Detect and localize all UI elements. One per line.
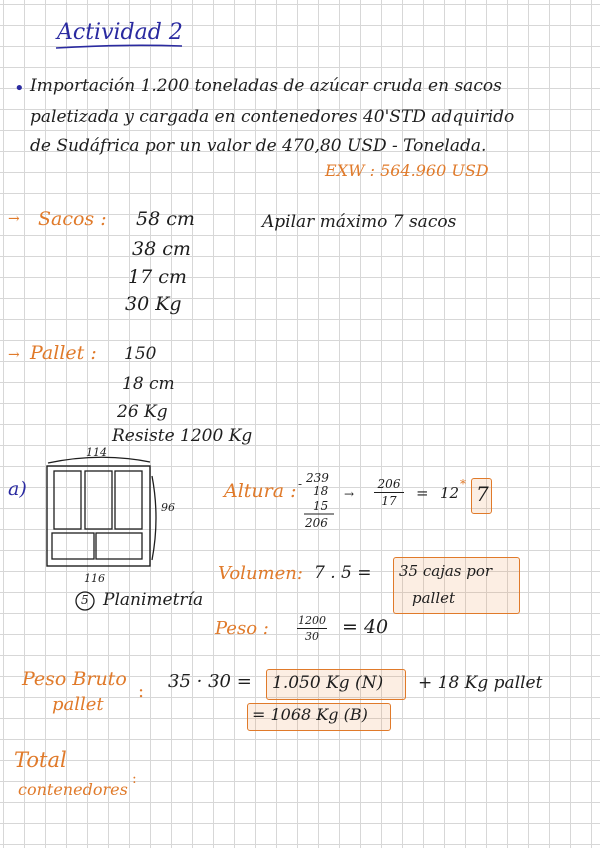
peso-bruto-label-1: Peso Bruto (22, 668, 127, 690)
exw-value: EXW : 564.960 USD (325, 161, 489, 180)
planimetria-number: 5 (81, 593, 89, 607)
pallet-resiste: Resiste 1200 Kg (112, 426, 253, 446)
sacos-dim-2: 38 cm (132, 238, 191, 260)
peso-bruto-net-value: 1.050 Kg (N) (272, 673, 384, 693)
pallet-dim-1: 150 (124, 344, 157, 364)
altura-equals: = (416, 484, 429, 502)
diagram-side-dim: 96 (161, 501, 175, 514)
diagram-top-dim: 114 (86, 446, 107, 459)
bullet-dot: • (14, 78, 25, 99)
peso-bruto-colon: : (138, 681, 145, 702)
diagram-bottom-dim: 116 (84, 572, 105, 585)
altura-boxed-value: 7 (476, 482, 489, 506)
total-label-1: Total (14, 748, 67, 772)
altura-fraction-num: 206 (377, 477, 401, 491)
stack-note: Apilar máximo 7 sacos (262, 212, 457, 232)
altura-minus: - (298, 477, 303, 491)
altura-result: 12 (440, 484, 460, 502)
intro-line-3: de Sudáfrica por un valor de 470,80 USD - Tonelada. (30, 136, 487, 156)
volumen-boxed-line-2: pallet (412, 589, 456, 607)
sacos-label: Sacos : (38, 208, 107, 230)
peso-bruto-label-2: pallet (52, 694, 104, 715)
volumen-boxed-line-1: 35 cajas por (399, 562, 493, 580)
peso-bruto-gross-value: = 1068 Kg (B) (252, 705, 368, 724)
peso-fraction-num: 1200 (298, 614, 326, 627)
peso-fraction-den: 30 (305, 630, 319, 643)
altura-label: Altura : (224, 480, 297, 502)
sacos-dim-4: 30 Kg (125, 293, 182, 315)
pallet-arrow: → (8, 347, 20, 363)
section-a-label: a) (8, 478, 27, 500)
altura-sub: 18 (313, 484, 329, 498)
sacos-dim-3: 17 cm (128, 266, 187, 288)
sacos-dim-1: 58 cm (136, 208, 195, 230)
altura-rem-1: 15 (313, 499, 329, 513)
pallet-dim-2: 18 cm (122, 374, 175, 394)
peso-label: Peso : (215, 618, 269, 639)
peso-fraction (297, 614, 327, 643)
intro-line-1: Importación 1.200 toneladas de azúcar cruda en sacos (30, 76, 502, 96)
altura-dividend: 239 (306, 471, 329, 485)
pallet-label: Pallet : (30, 342, 97, 364)
altura-rem-2: 206 (305, 516, 328, 530)
intro-line-2: paletizada y cargada en contenedores 40'STD adquirido (30, 107, 515, 127)
altura-result-mark: * (460, 477, 466, 491)
total-label-2: contenedores (18, 780, 128, 799)
altura-arrow: → (344, 487, 355, 501)
peso-result: = 40 (342, 616, 389, 638)
volumen-expr: 7 . 5 = (314, 563, 372, 583)
volumen-label: Volumen: (218, 563, 303, 584)
pallet-dim-3: 26 Kg (117, 402, 168, 422)
peso-bruto-plus-pallet: + 18 Kg pallet (418, 673, 543, 693)
planimetria-label: Planimetría (103, 590, 204, 610)
page-title: Actividad 2 (57, 20, 183, 45)
peso-bruto-expr: 35 · 30 = (168, 671, 252, 692)
altura-fraction-den: 17 (381, 494, 397, 508)
sacos-arrow: → (8, 211, 20, 227)
total-colon: : (132, 771, 137, 787)
